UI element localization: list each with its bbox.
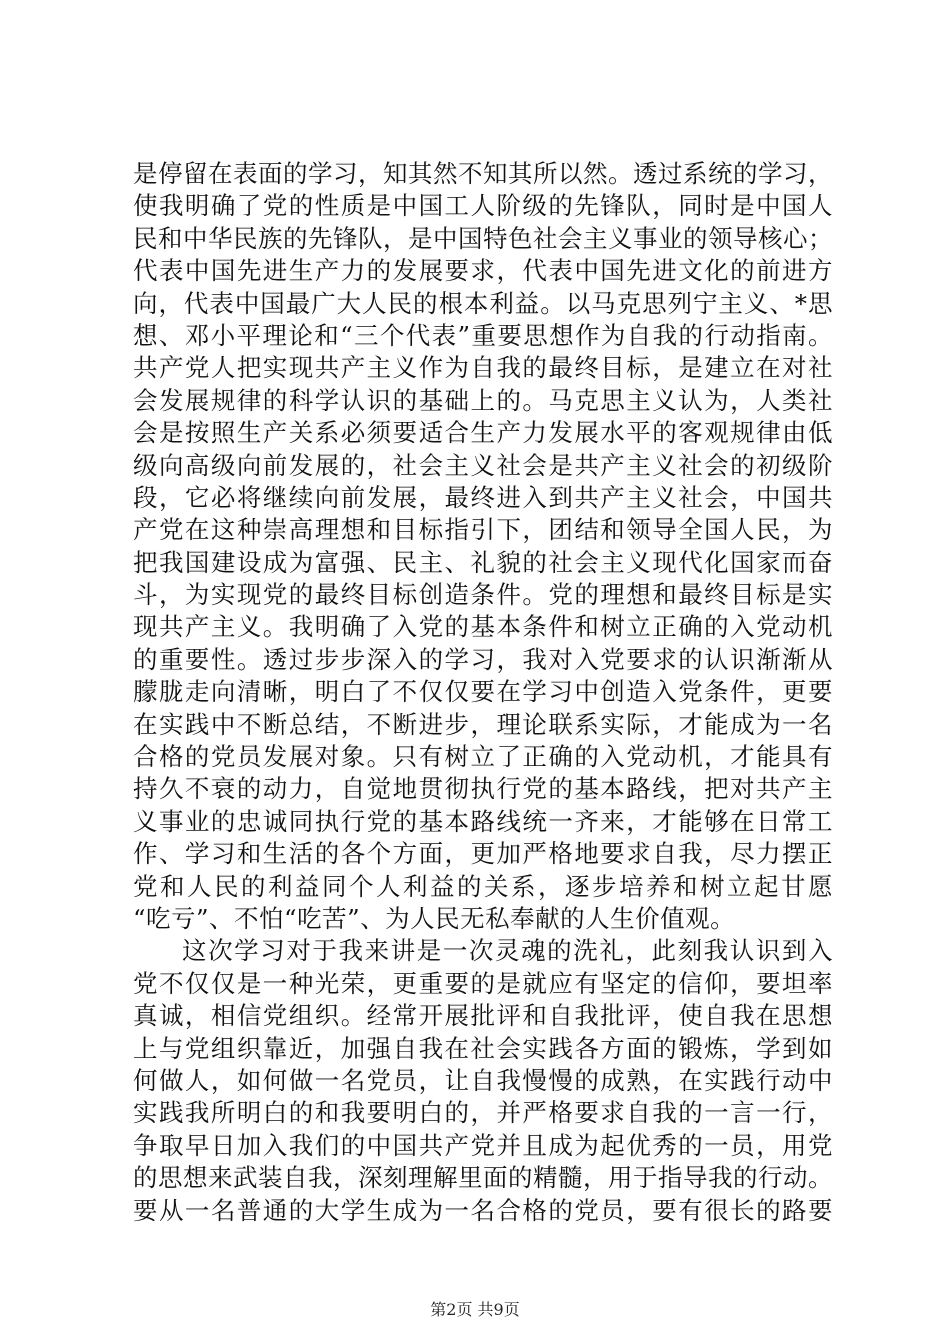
text-line: 共产党人把实现共产主义作为自我的最终目标，是建立在对社 bbox=[133, 353, 833, 383]
text-line: 这次学习对于我来讲是一次灵魂的洗礼，此刻我认识到入 bbox=[182, 936, 833, 966]
text-line: 向，代表中国最广大人民的根本利益。以马克思列宁主义、*思 bbox=[133, 288, 833, 318]
text-line: 要从一名普通的大学生成为一名合格的党员，要有很长的路要 bbox=[133, 1195, 833, 1225]
text-line: 民和中华民族的先锋队，是中国特色社会主义事业的领导核心； bbox=[133, 223, 833, 253]
text-line: 斗，为实现党的最终目标创造条件。党的理想和最终目标是实 bbox=[133, 580, 833, 610]
text-line: 作、学习和生活的各个方面，更加严格地要求自我，尽力摆正 bbox=[133, 839, 833, 869]
text-line: 是停留在表面的学习，知其然不知其所以然。透过系统的学习， bbox=[133, 159, 833, 188]
page-footer bbox=[0, 1300, 950, 1320]
text-line: 合格的党员发展对象。只有树立了正确的入党动机，才能具有 bbox=[133, 742, 833, 772]
text-line: 义事业的忠诚同执行党的基本路线统一齐来，才能够在日常工 bbox=[133, 806, 833, 836]
text-line: 使我明确了党的性质是中国工人阶级的先锋队，同时是中国人 bbox=[133, 191, 833, 221]
text-line: 级向高级向前发展的，社会主义社会是共产主义社会的初级阶 bbox=[133, 450, 833, 480]
text-line: 党不仅仅是一种光荣，更重要的是就应有坚定的信仰，要坦率 bbox=[133, 968, 833, 998]
paragraph-1 bbox=[133, 158, 833, 935]
text-line: 现共产主义。我明确了入党的基本条件和树立正确的入党动机 bbox=[133, 612, 833, 642]
document-body bbox=[133, 158, 833, 1227]
text-line: 朦胧走向清晰，明白了不仅仅要在学习中创造入党条件，更要 bbox=[133, 677, 833, 707]
text-line: 实践我所明白的和我要明白的，并严格要求自我的一言一行， bbox=[133, 1098, 833, 1128]
text-line: 党和人民的利益同个人利益的关系，逐步培养和树立起甘愿 bbox=[133, 871, 833, 901]
text-line: 的思想来武装自我，深刻理解里面的精髓，用于指导我的行动。 bbox=[133, 1163, 833, 1193]
text-line: 真诚，相信党组织。经常开展批评和自我批评，使自我在思想 bbox=[133, 1001, 833, 1031]
text-line: 把我国建设成为富强、民主、礼貌的社会主义现代化国家而奋 bbox=[133, 547, 833, 577]
text-line: 会是按照生产关系必须要适合生产力发展水平的客观规律由低 bbox=[133, 418, 833, 448]
text-line: 何做人，如何做一名党员，让自我慢慢的成熟，在实践行动中 bbox=[133, 1065, 833, 1095]
page-indicator: 第2页 共9页 bbox=[430, 1300, 520, 1319]
text-line: 的重要性。透过步步深入的学习，我对入党要求的认识渐渐从 bbox=[133, 644, 833, 674]
text-line: 想、邓小平理论和“三个代表”重要思想作为自我的行动指南。 bbox=[133, 320, 833, 350]
text-line: 段，它必将继续向前发展，最终进入到共产主义社会，中国共 bbox=[133, 482, 833, 512]
text-line: “吃亏”、不怕“吃苦”、为人民无私奉献的人生价值观。 bbox=[133, 903, 736, 933]
text-line: 会发展规律的科学认识的基础上的。马克思主义认为，人类社 bbox=[133, 385, 833, 415]
text-line: 在实践中不断总结，不断进步，理论联系实际，才能成为一名 bbox=[133, 709, 833, 739]
text-line: 产党在这种崇高理想和目标指引下，团结和领导全国人民，为 bbox=[133, 515, 833, 545]
text-line: 持久不衰的动力，自觉地贯彻执行党的基本路线，把对共产主 bbox=[133, 774, 833, 804]
text-line: 上与党组织靠近，加强自我在社会实践各方面的锻炼，学到如 bbox=[133, 1033, 833, 1063]
text-line: 争取早日加入我们的中国共产党并且成为起优秀的一员，用党 bbox=[133, 1130, 833, 1160]
paragraph-2 bbox=[133, 935, 833, 1227]
text-line: 代表中国先进生产力的发展要求，代表中国先进文化的前进方 bbox=[133, 256, 833, 286]
